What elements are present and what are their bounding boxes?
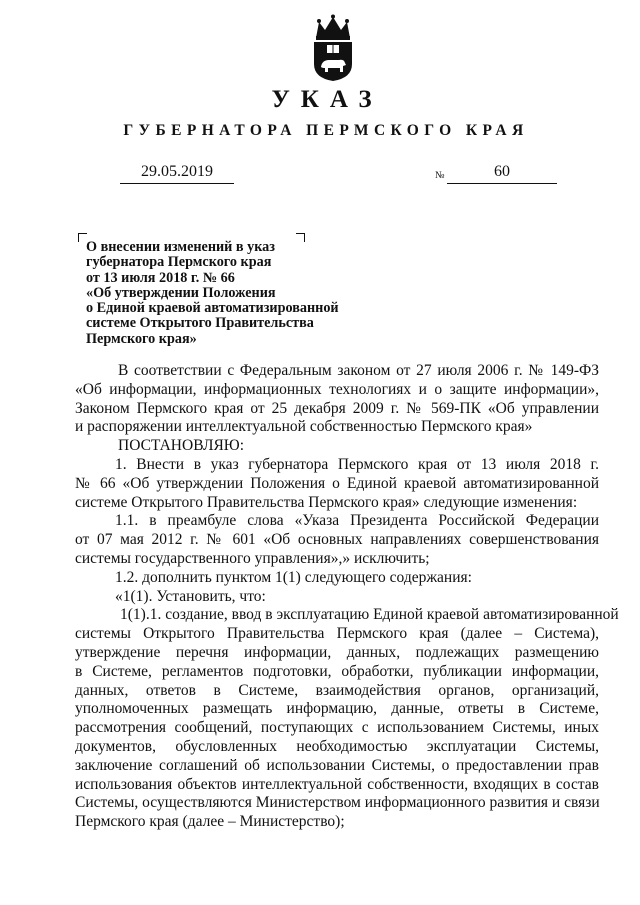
body-line: 1.1. в преамбуле слова «Указа Президента Российской Федерации — [115, 512, 599, 530]
body-line: Пермского края (далее – Министерство); — [75, 813, 345, 831]
resolution-keyword: ПОСТАНОВЛЯЮ: — [118, 437, 245, 455]
body-line: документов, обусловленных необходимостью эксплуатации Системы, — [75, 737, 599, 755]
body-line: «Об информации, информационных технологиях и о защите информации», — [75, 380, 599, 398]
body-line: в Системе, регламентов подготовки, обработки, публикации информации, — [75, 662, 599, 680]
body-line: системе Открытого Правительства Пермского края» следующие изменения: — [75, 493, 578, 511]
body-line: от 07 мая 2012 г. № 601 «Об основных направлениях совершенствования — [75, 531, 599, 549]
body-line: 1. Внести в указ губернатора Пермского края от 13 июля 2018 г. — [115, 455, 599, 473]
heading-line: губернатора Пермского края — [86, 254, 272, 271]
body-line: использования объектов интеллектуальной собственности, входящих в состав — [75, 775, 599, 793]
body-line: Законом Пермского края от 25 декабря 2009 г. № 569-ПК «Об управлении — [75, 399, 599, 417]
number-label: № — [435, 170, 445, 181]
heading-line: системе Открытого Правительства — [86, 315, 314, 332]
body-line: № 66 «Об утверждении Положения о Единой краевой автоматизированной — [75, 474, 599, 492]
issuer-title: ГУБЕРНАТОРА ПЕРМСКОГО КРАЯ — [123, 122, 529, 139]
heading-line: о Единой краевой автоматизированной — [86, 300, 339, 317]
body-line: системы государственного управления»,» исключить; — [75, 549, 430, 567]
decree-body — [75, 362, 619, 832]
heading-line: Пермского края» — [86, 330, 197, 347]
decree-heading — [86, 240, 386, 347]
body-line: данных, ответов в Системе, взаимодействия органов, организаций, — [75, 681, 599, 699]
heading-line: О внесении изменений в указ — [86, 239, 275, 255]
body-line: Системы, осуществляются Министерством информационного развития и связи — [75, 794, 600, 812]
body-line: утверждение перечня информации, данных, подлежащих размещению — [75, 643, 599, 661]
body-line: и распоряжении интеллектуальной собственностью Пермского края» — [75, 418, 533, 436]
body-line: системы Открытого Правительства Пермского края (далее – Система), — [75, 625, 599, 643]
document-type-title: УКАЗ — [271, 86, 383, 113]
decree-number: 60 — [447, 163, 557, 184]
body-line: 1.2. дополнить пунктом 1(1) следующего содержания: — [115, 568, 472, 586]
body-line: уполномоченных размещать информацию, данные, ответы в Системе, — [75, 700, 599, 718]
heading-line: от 13 июля 2018 г. № 66 — [86, 269, 235, 286]
heading-line: «Об утверждении Положения — [86, 284, 276, 301]
body-line: рассмотрения сообщений, поступающих с использованием Системы, иных — [75, 719, 599, 737]
body-line: «1(1). Установить, что: — [115, 587, 266, 605]
body-line: 1(1).1. создание, ввод в эксплуатацию Единой краевой автоматизированной — [120, 606, 619, 624]
coat-of-arms-emblem — [310, 14, 356, 82]
decree-date: 29.05.2019 — [120, 163, 234, 184]
body-line: В соответствии с Федеральным законом от 27 июля 2006 г. № 149-ФЗ — [118, 362, 599, 379]
body-line: заключение соглашений об использовании Системы, о предоставлении прав — [75, 756, 599, 774]
